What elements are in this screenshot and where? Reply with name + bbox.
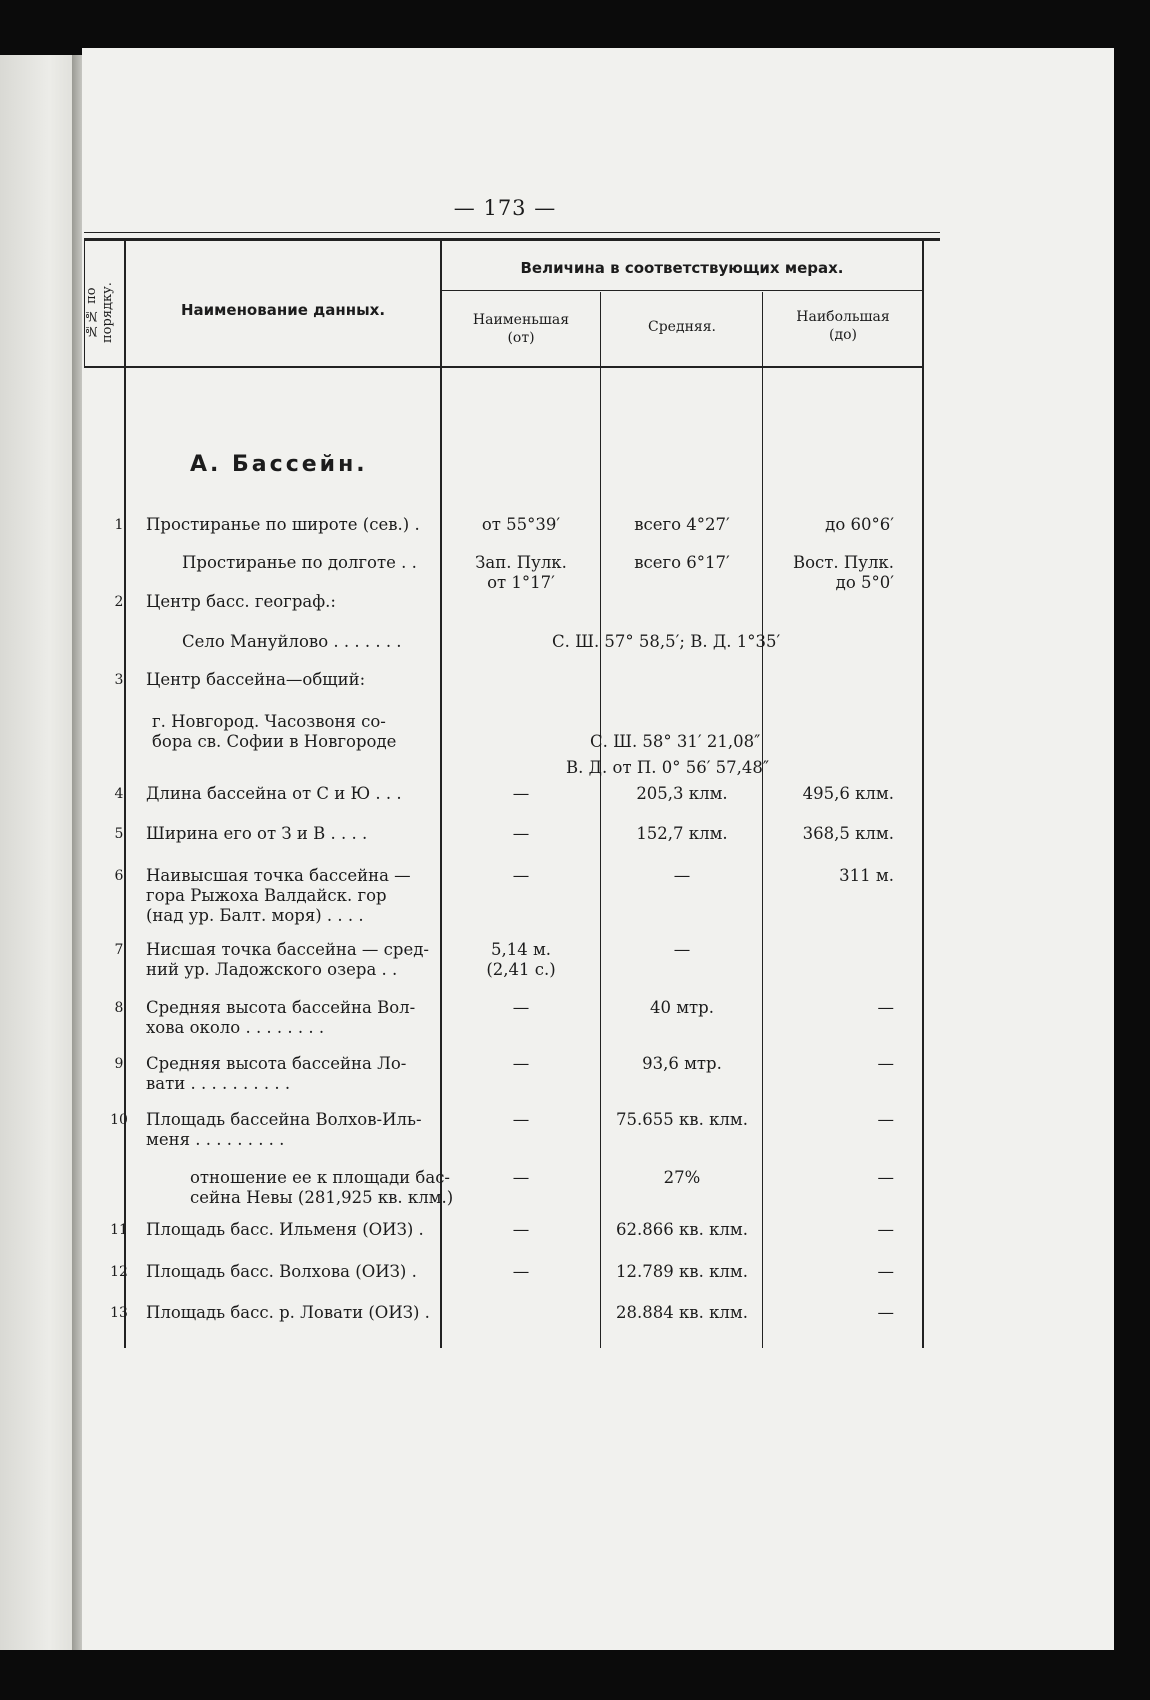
table-top-rule [84,238,940,241]
row-mid-value: всего 6°17′ [634,553,730,572]
row-mid-value: 40 мтр. [649,998,714,1017]
group-header-rule [440,290,924,291]
row-min-value: — [512,1262,530,1281]
row-max-value: — [877,1110,894,1129]
row-name: Простиранье по широте (сев.) . [146,515,420,534]
row-min-value: (2,41 с.) [486,960,556,979]
row-min-value: — [512,1054,530,1073]
row-mid-value: 152,7 клм. [636,824,728,843]
row-name: Площадь басс. Ильменя (ОИЗ) . [146,1220,424,1239]
row-coordinates: В. Д. от П. 0° 56′ 57,48″ [566,758,770,777]
row-name: Длина бассейна от С и Ю . . . [146,784,402,803]
row-number: 4 [114,786,124,802]
row-name: гора Рыжоха Валдайск. гор [146,886,387,905]
row-name: Село Мануйлово . . . . . . . [182,632,402,651]
row-name: Центр бассейна—общий: [146,670,366,689]
col-rule-right [922,240,924,1348]
row-name: отношение ее к площади бас- [190,1168,451,1187]
col-rule-mid [762,292,763,1348]
row-name: сейна Невы (281,925 кв. клм.) [190,1188,454,1207]
row-name: Средняя высота бассейна Ло- [146,1054,407,1073]
row-min-value: Зап. Пулк. [475,553,567,572]
row-number: 5 [114,826,124,842]
row-number: 12 [110,1264,128,1280]
row-min-value: от 1°17′ [487,573,555,592]
row-mid-value: — [673,866,691,885]
row-max-value: до 5°0′ [835,573,894,592]
row-mid-value: 27% [663,1168,701,1187]
row-min-value: — [512,1168,530,1187]
header-col-max [764,308,922,344]
row-name: Простиранье по долготе . . [182,553,417,572]
row-min-value: — [512,1110,530,1129]
row-mid-value: всего 4°27′ [634,515,730,534]
row-max-value: 311 м. [839,866,894,885]
row-max-value: — [877,1168,894,1187]
row-number: 2 [114,594,124,610]
row-coordinates: С. Ш. 58° 31′ 21,08″ [590,732,761,751]
page-number: — 173 — [453,196,557,220]
row-number: 11 [110,1222,128,1238]
header-col-mid: Средняя. [647,319,717,335]
row-number: 13 [110,1305,128,1321]
header-col-group: Величина в соответствующих мерах. [520,259,844,277]
row-max-value: — [877,1054,894,1073]
header-col-max-line2: (до) [829,327,857,343]
row-name: Ширина его от З и В . . . . [146,824,368,843]
row-name: Нисшая точка бассейна — сред- [146,940,429,959]
row-min-value: — [512,784,530,803]
section-title: А. Бассейн. [190,452,368,477]
row-min-value: — [512,998,530,1017]
row-mid-value: 12.789 кв. клм. [616,1262,748,1281]
row-coordinates: С. Ш. 57° 58,5′; В. Д. 1°35′ [552,632,781,651]
row-number: 7 [114,942,124,958]
header-col-min [442,311,600,347]
row-min-value: — [512,824,530,843]
row-number: 8 [114,1000,124,1016]
row-max-value: — [877,1303,894,1322]
page [82,48,1114,1650]
header-col-min-line1: Наименьшая [472,312,570,328]
header-bottom-rule [84,366,924,368]
facing-page-edge [0,55,82,1650]
row-max-value: — [877,1262,894,1281]
row-name: Площадь басс. р. Ловати (ОИЗ) . [146,1303,430,1322]
row-mid-value: 28.884 кв. клм. [616,1303,748,1322]
row-number: 6 [114,868,124,884]
col-rule-min [600,292,601,1348]
header-col-num: №№ по порядку. [84,282,115,344]
row-name: (над ур. Балт. моря) . . . . [146,906,364,925]
header-col-name: Наименование данных. [180,301,386,319]
row-name: Площадь басс. Волхова (ОИЗ) . [146,1262,417,1281]
row-min-value: — [512,866,530,885]
row-max-value: 495,6 клм. [802,784,894,803]
row-mid-value: 93,6 мтр. [642,1054,722,1073]
header-col-max-line1: Наибольшая [796,309,890,325]
row-number: 1 [114,517,124,533]
row-max-value: — [877,998,894,1017]
table-top-rule-thin [84,232,940,233]
row-number: 9 [114,1056,124,1072]
row-name: Центр басс. географ.: [146,592,336,611]
row-name: вати . . . . . . . . . . [146,1074,291,1093]
row-name: меня . . . . . . . . . [146,1130,285,1149]
row-name: ний ур. Ладожского озера . . [146,960,398,979]
row-mid-value: 62.866 кв. клм. [616,1220,748,1239]
header-col-min-line2: (от) [507,330,535,346]
row-name: Средняя высота бассейна Вол- [146,998,416,1017]
row-min-value: от 55°39′ [481,515,561,534]
row-max-value: до 60°6′ [825,515,894,534]
row-name: г. Новгород. Часозвоня со- [152,712,386,731]
row-name: бора св. Софии в Новгороде [152,732,397,751]
row-max-value: — [877,1220,894,1239]
row-max-value: 368,5 клм. [802,824,894,843]
row-mid-value: — [673,940,691,959]
row-name: Площадь бассейна Волхов-Иль- [146,1110,422,1129]
row-name: Наивысшая точка бассейна — [146,866,411,885]
row-mid-value: 75.655 кв. клм. [616,1110,748,1129]
row-number: 10 [110,1112,128,1128]
row-mid-value: 205,3 клм. [636,784,728,803]
row-name: хова около . . . . . . . . [146,1018,325,1037]
row-min-value: 5,14 м. [490,940,552,959]
row-max-value: Вост. Пулк. [792,553,894,572]
row-number: 3 [114,672,124,688]
row-min-value: — [512,1220,530,1239]
